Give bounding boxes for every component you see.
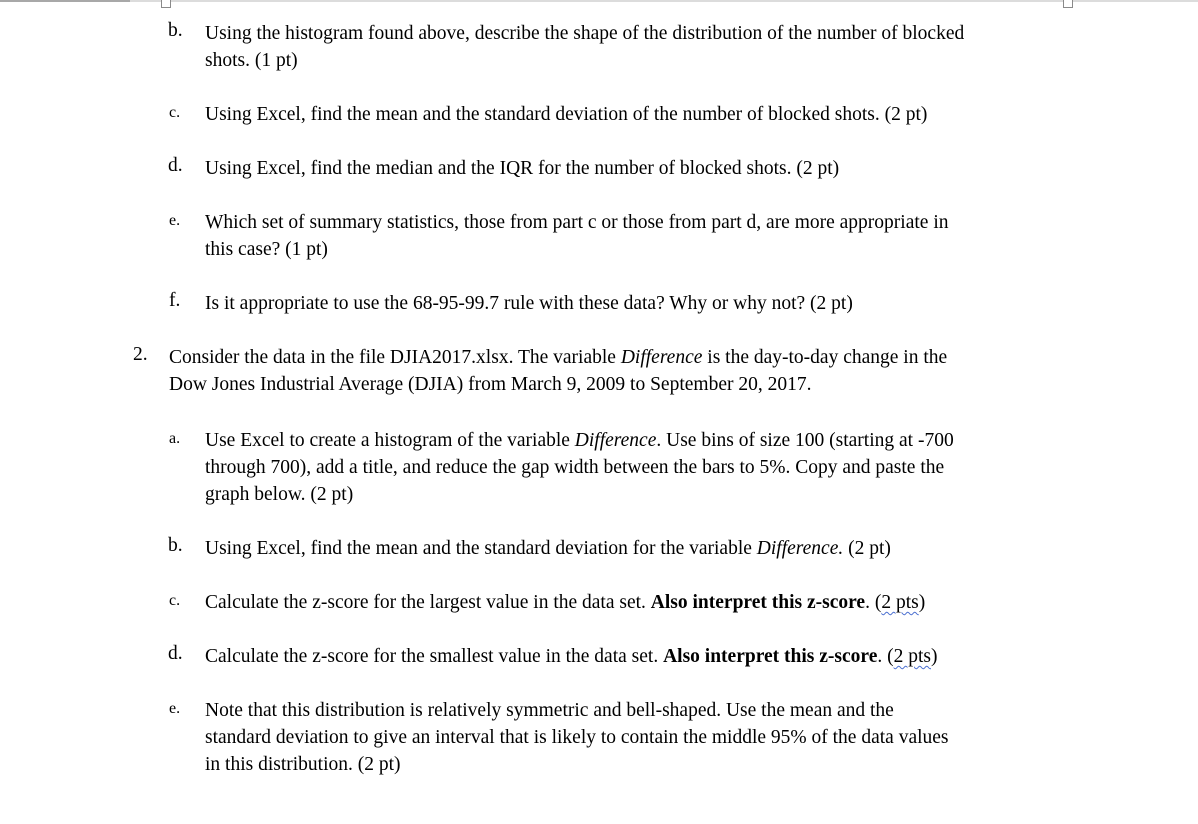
text-line: through 700), add a title, and reduce the gap width between the bars to 5%. Copy and paste the [205, 457, 945, 478]
variable-name: Difference [620, 347, 703, 368]
text-line: this case? (1 pt) [205, 239, 328, 260]
part-label: a. [169, 430, 181, 447]
variable-name: Difference [574, 430, 657, 451]
part-label: e. [169, 700, 181, 717]
text-line: Using the histogram found above, describe the shape of the distribution of the number of blocked [205, 23, 965, 44]
part-label: c. [169, 104, 181, 121]
text-line: Using Excel, find the median and the IQR for the number of blocked shots. (2 pt) [205, 158, 840, 179]
part-label: d. [168, 155, 183, 176]
right-indent-marker[interactable] [1063, 0, 1073, 8]
text-line: Dow Jones Industrial Average (DJIA) from March 9, 2009 to September 20, 2017. [169, 374, 812, 395]
text-line: Consider the data in the file DJIA2017.xlsx. The variable Difference is the day-to-day change in the [169, 347, 948, 368]
ruler-bar [0, 0, 1198, 9]
bold-instruction: Also interpret this z-score [663, 646, 878, 667]
part-label: d. [168, 643, 183, 664]
text-line: Using Excel, find the mean and the standard deviation of the number of blocked shots. (2 pt) [205, 104, 928, 125]
part-label: e. [169, 212, 181, 229]
left-indent-marker[interactable] [161, 0, 171, 8]
text-line: Is it appropriate to use the 68-95-99.7 rule with these data? Why or why not? (2 pt) [205, 293, 853, 314]
text-line: Calculate the z-score for the largest value in the data set. Also interpret this z-score. (2 pts) [205, 592, 926, 613]
part-label: b. [168, 535, 183, 556]
part-label: c. [169, 592, 181, 609]
text-line: Using Excel, find the mean and the standard deviation for the variable Difference. (2 pt) [205, 538, 891, 559]
part-label: b. [168, 20, 183, 41]
ruler-line [0, 0, 1198, 2]
bold-instruction: Also interpret this z-score [650, 592, 866, 613]
text-line: standard deviation to give an interval that is likely to contain the middle 95% of the data values [205, 727, 949, 748]
spellcheck-flag[interactable]: 2 pts [881, 592, 919, 613]
spellcheck-flag[interactable]: 2 pts [893, 646, 931, 667]
text-line: in this distribution. (2 pt) [205, 754, 401, 775]
text-line: Use Excel to create a histogram of the variable Difference. Use bins of size 100 (starting at -700 [205, 430, 954, 451]
text-line: graph below. (2 pt) [205, 484, 354, 505]
variable-name: Difference. [756, 538, 844, 559]
text-line: Note that this distribution is relatively symmetric and bell-shaped. Use the mean and the [205, 700, 894, 721]
text-line: Which set of summary statistics, those from part c or those from part d, are more appropriate in [205, 212, 949, 233]
question-number: 2. [133, 344, 148, 365]
part-label: f. [169, 290, 181, 311]
ruler-margin-segment [0, 0, 130, 2]
text-line: shots. (1 pt) [205, 50, 298, 71]
text-line: Calculate the z-score for the smallest value in the data set. Also interpret this z-score. (2 pts) [205, 646, 938, 667]
